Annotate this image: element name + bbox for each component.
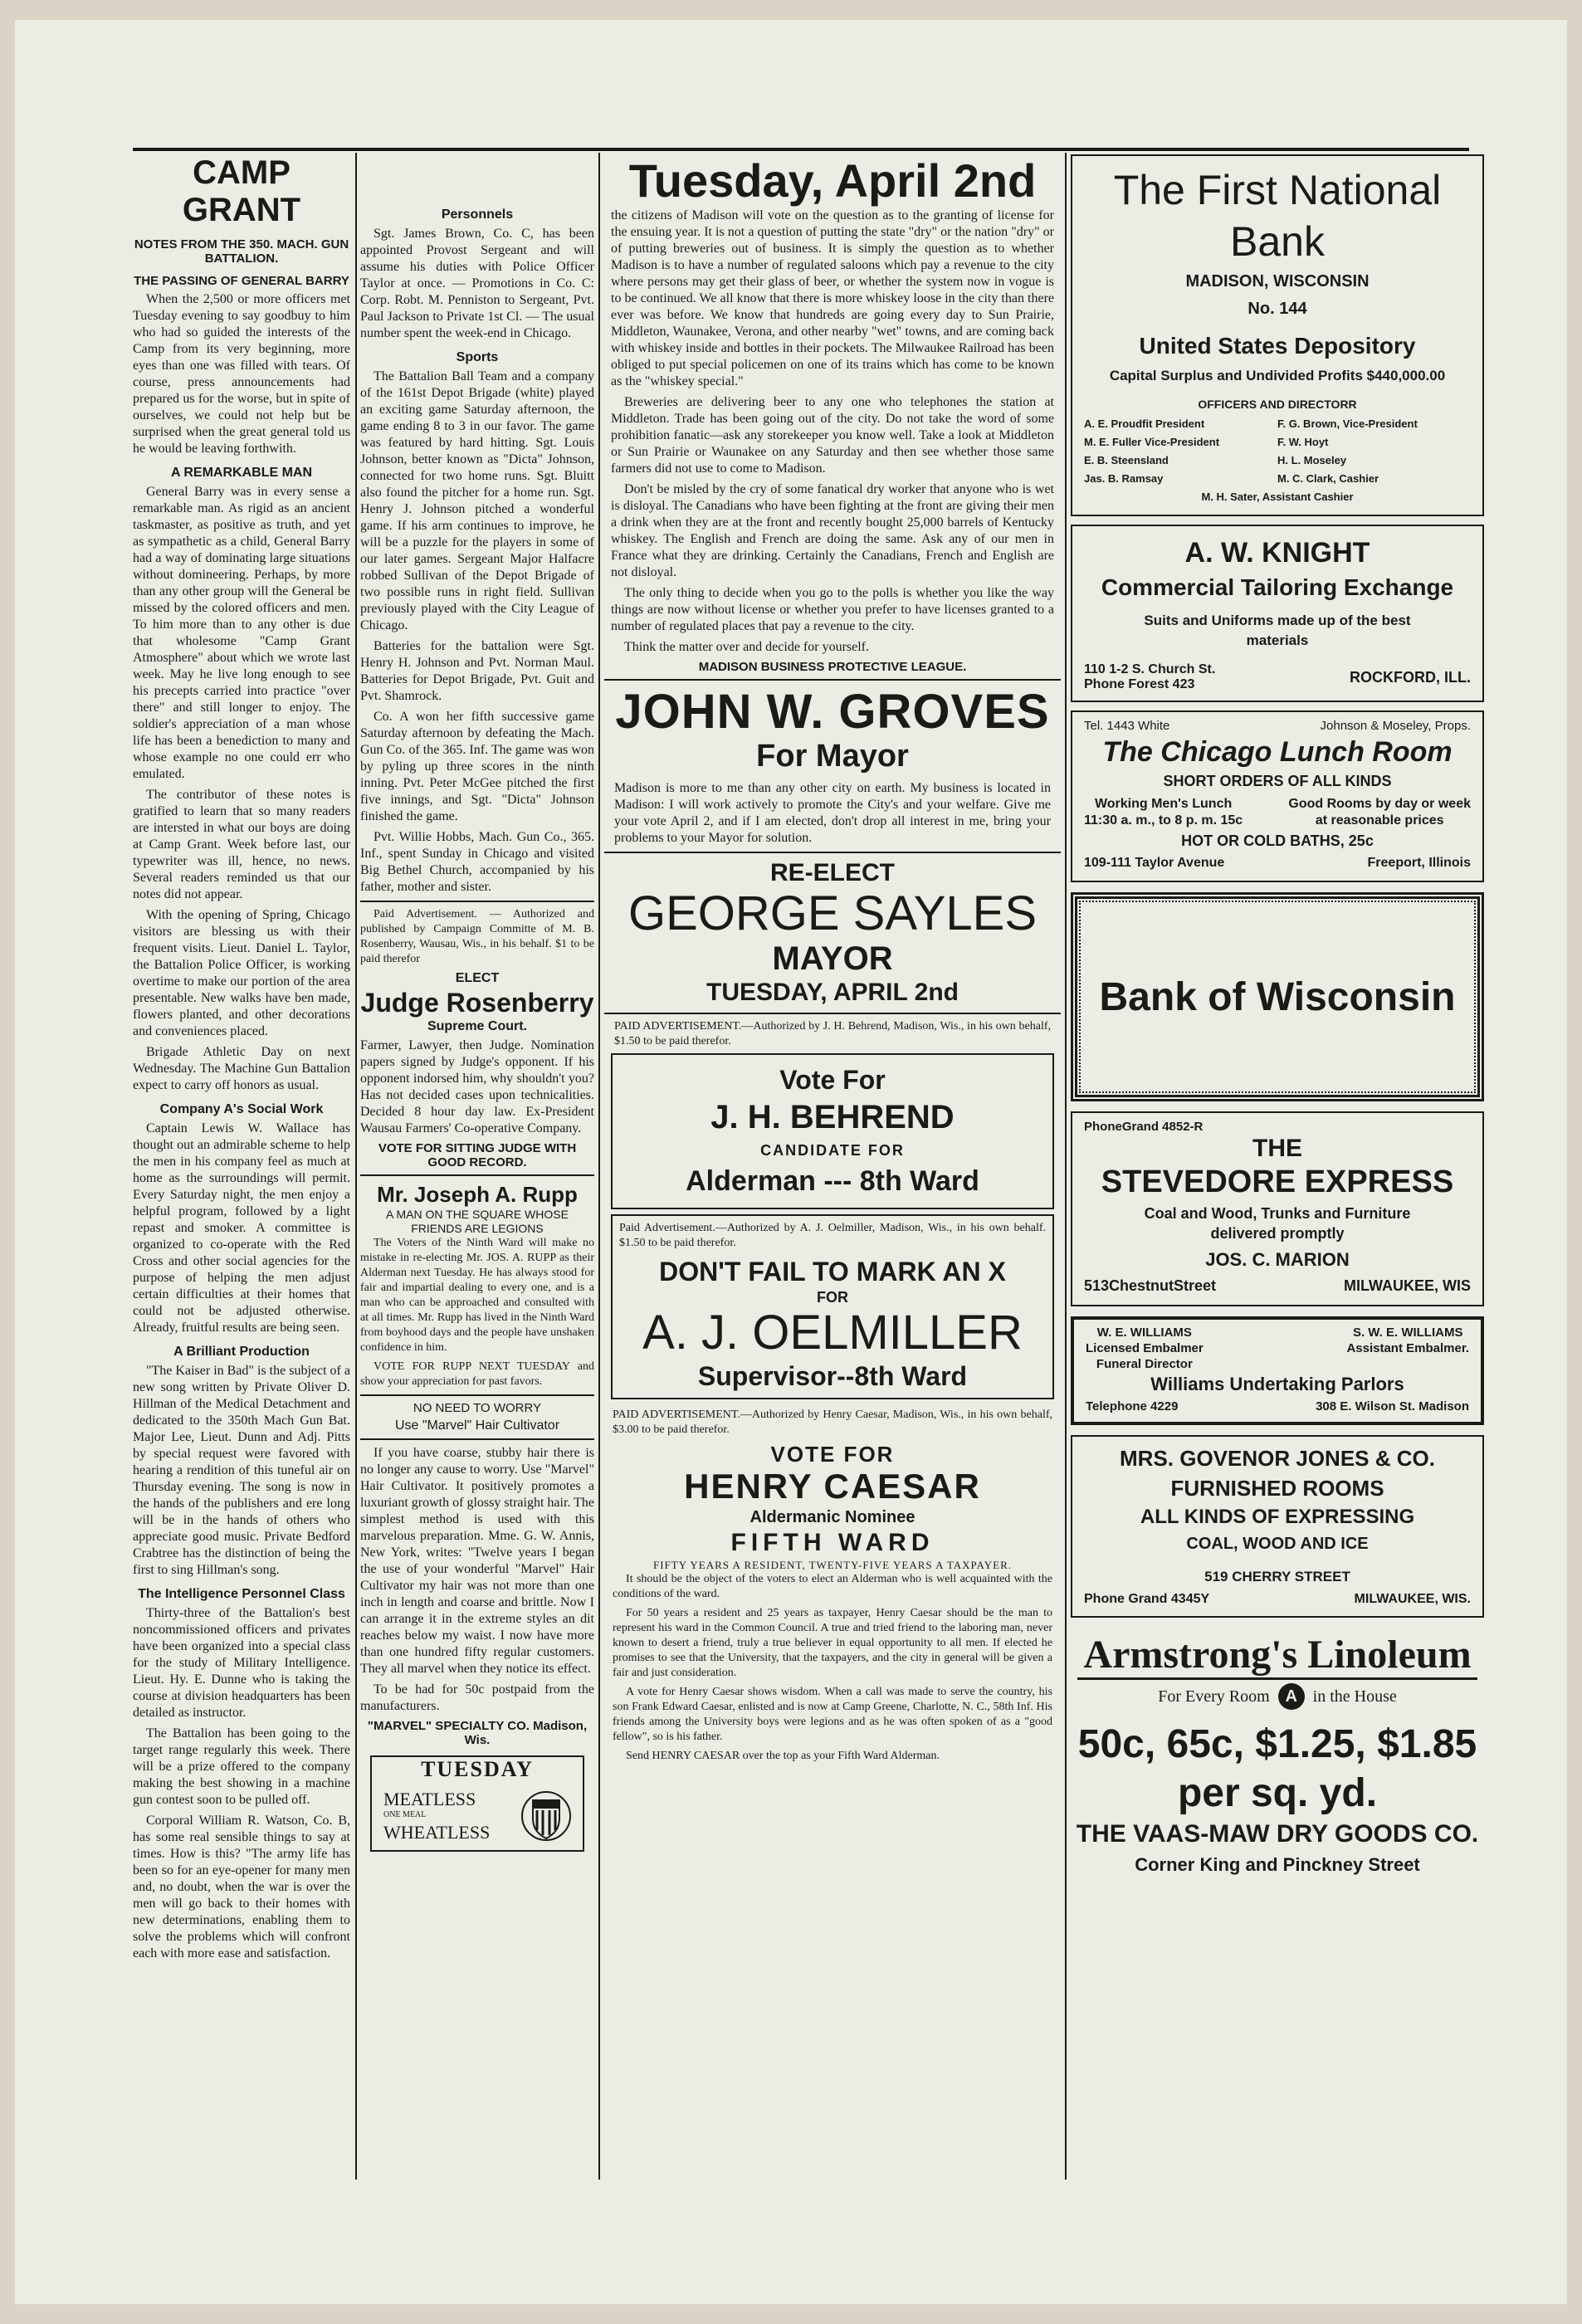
lunch-working: Working Men's Lunch — [1094, 797, 1233, 811]
lunch-short-orders: SHORT ORDERS OF ALL KINDS — [1163, 773, 1392, 789]
armstrong-prices: 50c, 65c, $1.25, $1.85 — [1077, 1722, 1477, 1766]
williams-undertaking-ad — [1071, 1316, 1484, 1425]
lunch-rooms: Good Rooms by day or week — [1288, 797, 1471, 811]
jones-city: MILWAUKEE, WIS. — [1354, 1592, 1471, 1606]
behrend-ad — [611, 1053, 1054, 1209]
bank-number: No. 144 — [1248, 300, 1307, 318]
knight-subtitle: Commercial Tailoring Exchange — [1101, 574, 1454, 600]
williams-name: Williams Undertaking Parlors — [1150, 1374, 1404, 1394]
rosenberry-court: Supreme Court. — [427, 1019, 527, 1033]
worry-heading: NO NEED TO WORRY — [413, 1401, 542, 1415]
stevedore-owner: JOS. C. MARION — [1205, 1249, 1350, 1270]
caesar-name: HENRY CAESAR — [684, 1467, 981, 1506]
article-paragraph: The contributor of these notes is gratified to learn that so many readers are intersted in what our boys are doing at Camp Grant. Week before last, our typewriter was ill, hence, no news. Several readers reminded us that our notes did not appear. — [133, 788, 350, 901]
worry-subheading: Use "Marvel" Hair Cultivator — [394, 1418, 560, 1433]
rosenberry-authorization: Paid Advertisement. — Authorized and published by Campaign Committe of M. B. Rosenberry, Wausau, Wis., in his behalf. $1 to be paid therefor — [360, 908, 594, 965]
rupp-subtitle: A MAN ON THE SQUARE WHOSE FRIENDS ARE LEGIONS — [386, 1208, 569, 1235]
one-meal-label: ONE MEAL — [383, 1810, 427, 1819]
bank-officers-list — [1084, 415, 1471, 488]
bank-officers-heading: OFFICERS AND DIRECTORR — [1198, 398, 1357, 411]
williams-address: 308 E. Wilson St. Madison — [1316, 1399, 1469, 1413]
groves-office: For Mayor — [756, 739, 909, 774]
caesar-ward: FIFTH WARD — [730, 1529, 935, 1556]
caesar-paragraph: Send HENRY CAESAR over the top as your Fifth Ward Alderman. — [626, 1750, 940, 1762]
armstrong-linoleum-ad — [1071, 1633, 1484, 1879]
williams-right-name: S. W. E. WILLIAMS — [1352, 1326, 1463, 1340]
oelmiller-name: A. J. OELMILLER — [642, 1306, 1023, 1360]
first-national-bank-ad — [1071, 154, 1484, 516]
behrend-name: J. H. BEHREND — [710, 1099, 955, 1135]
bank-depository: United States Depository — [1139, 333, 1416, 359]
article-paragraph: Co. A won her fifth successive game Saturday afternoon by defeating the Mach. Gun Co. of the 365. Inf. The game was won by pyling up three scores in the ninth inning. Pvt. Peter McGee pitched the first five innings, and Sgt. "Dicta" Johnson finished the game. — [360, 710, 594, 823]
caesar-nominee: Aldermanic Nominee — [749, 1508, 916, 1526]
top-rule — [133, 148, 1469, 151]
knight-address: 110 1-2 S. Church St. — [1084, 662, 1216, 676]
remarkable-heading: A REMARKABLE MAN — [170, 466, 313, 480]
caesar-ad — [604, 1404, 1061, 1771]
column-ads-right — [1071, 154, 1484, 2180]
intelligence-heading: The Intelligence Personnel Class — [138, 1587, 345, 1601]
williams-left-director: Funeral Director — [1096, 1357, 1193, 1371]
bank-officer: F. G. Brown, Vice-President — [1277, 417, 1418, 430]
shield-icon — [521, 1789, 571, 1843]
armstrong-name: Armstrong's Linoleum — [1083, 1633, 1472, 1677]
sayles-name: GEORGE SAYLES — [627, 886, 1038, 940]
oelmiller-authorization: Paid Advertisement.—Authorized by A. J. Oelmiller, Madison, Wis., in his own behalf. $1.50 to be paid therefor. — [619, 1222, 1046, 1249]
bank-officer-row — [1084, 452, 1471, 470]
jones-express-ad — [1071, 1435, 1484, 1618]
lunch-prices: at reasonable prices — [1315, 813, 1444, 828]
jones-name: MRS. GOVENOR JONES & CO. — [1120, 1446, 1435, 1471]
armstrong-corner: Corner King and Pinckney Street — [1135, 1854, 1420, 1875]
tuesday-label: TUESDAY — [421, 1757, 534, 1781]
bank-officer: Jas. B. Ramsay — [1084, 472, 1164, 485]
article-paragraph: Corporal William R. Watson, Co. B, has some real sensible things to say at times. How is this? "The army life has been so for an eye-opener for many men and, no doubt, when the war is over the men will go back to their homes with new determinations, enabling them to solve the problems which will confront each with more ease and satisfaction. — [133, 1814, 350, 1960]
article-paragraph: Pvt. Willie Hobbs, Mach. Gun Co., 365. Inf., spent Sunday in Chicago and visited Big Bethel Church, accompanied by his father, mother and sister. — [360, 830, 594, 894]
groves-body: Madison is more to me than any other city on earth. My business is located in Madison: I will work actively to promote the City's and your welfare. Give me your vote April 2, and if I am elected, don't drop all interest in me, bring your problems to your Mayor for solution. — [614, 781, 1051, 845]
license-paragraph: Don't be misled by the cry of some fanatical dry worker that anyone who is wet is disloyal. The Canadians who have been fighting at the front are giving their men a drink when they are at the front and recently bought 25,000 barrels of Kentucky whiskey. The English and French are doing the same. Ask any of our men in France what they are drinking. Certainly the Canadians, French and English are not disloyal. — [611, 482, 1054, 579]
rosenberry-vote: VOTE FOR SITTING JUDGE WITH GOOD RECORD. — [378, 1141, 577, 1169]
article-paragraph: The Battalion has been going to the target range regularly this week. There will be a prize offered to the company making the best showing in a machine gun contest soon to be pulled off. — [133, 1726, 350, 1807]
lunch-telephone: Tel. 1443 White — [1084, 719, 1170, 733]
bank-officer: F. W. Hoyt — [1277, 436, 1329, 448]
article-paragraph: With the opening of Spring, Chicago visitors are blessing us with their frequent visits. Lieut. Daniel L. Taylor, the Battalion Police Officer, is working overtime to make our portion of the area presentable. New walks have ben made, flowers planted, and other decorations and conveniences placed. — [133, 908, 350, 1038]
behrend-authorization: PAID ADVERTISEMENT.—Authorized by J. H. Behrend, Madison, Wis., in his own behalf, $1.50 to be paid therefor. — [614, 1020, 1051, 1047]
league-signature: MADISON BUSINESS PROTECTIVE LEAGUE. — [698, 660, 967, 674]
worry-price: To be had for 50c postpaid from the manufacturers. — [360, 1682, 594, 1713]
oelmiller-office: Supervisor--8th Ward — [697, 1361, 968, 1391]
worry-company: "MARVEL" SPECIALTY CO. Madison, Wis. — [367, 1719, 588, 1747]
bank-name: The First National Bank — [1113, 167, 1442, 265]
article-paragraph: Sgt. James Brown, Co. C, has been appointed Provost Sergeant and will assume his duties with Police Officer Taylor at once. — Promotions in Co. C: Corp. Robt. M. Penniston to Sergeant, Pvt. Paul Jackson to Private 1st Cl. — The usual number spent the week-end in Chicago. — [360, 227, 594, 340]
williams-phone: Telephone 4229 — [1086, 1399, 1179, 1413]
meatless-wheatless-box — [370, 1755, 584, 1852]
license-paragraph: The only thing to decide when you go to the polls is whether you like the way things are now without license or whether you prefer to have licenses granted to a number of regulated places that pay a revenue to the city. — [611, 586, 1054, 633]
passing-heading: THE PASSING OF GENERAL BARRY — [134, 274, 349, 288]
lunch-address: 109-111 Taylor Avenue — [1084, 856, 1225, 870]
column-camp-grant — [133, 154, 350, 2180]
stevedore-address: 513ChestnutStreet — [1084, 1277, 1217, 1294]
armstrong-every-room: For Every Room — [1158, 1687, 1270, 1706]
production-heading: A Brilliant Production — [173, 1345, 310, 1359]
article-paragraph: "The Kaiser in Bad" is the subject of a new song written by Private Oliver D. Hillman of the Medical Detachment and dedicated to the 350th Mach Gun Bat. Major Lee, Lieut. Dunn and Adj. Pitts by special request were favored with hearing a rendition of this tuneful air on Thursday evening. The song is now in the hands of the publishers and ere long will be in the hands of others who appreciate good music. Private Bedford Crabtree has the distinction of being the first to sing Hillman's song. — [133, 1364, 350, 1577]
knight-ad — [1071, 525, 1484, 702]
sayles-office: MAYOR — [772, 940, 893, 977]
article-paragraph: Brigade Athletic Day on next Wednesday. The Machine Gun Battalion expect to carry off honors as usual. — [133, 1045, 350, 1092]
bank-officer: M. C. Clark, Cashier — [1277, 472, 1379, 485]
jones-phone: Phone Grand 4345Y — [1084, 1592, 1210, 1606]
bank-officer: H. L. Moseley — [1277, 454, 1347, 466]
rupp-vote: VOTE FOR RUPP NEXT TUESDAY and show your appreciation for past favors. — [360, 1360, 594, 1388]
notes-heading: NOTES FROM THE 350. MACH. GUN BATTALION. — [134, 237, 349, 266]
caesar-paragraph: For 50 years a resident and 25 years as taxpayer, Henry Caesar should be the man to represent his ward in the Common Council. A true and tried friend to the laboring man, never known to desert a friend, truly a true believer in equal opportunity to all men. If elected he promises to see that the University, that the taxpayers, and the city in general will be given a fair and just consideration. — [613, 1607, 1052, 1679]
knight-city: ROCKFORD, ILL. — [1350, 668, 1471, 686]
article-paragraph: When the 2,500 or more officers met Tuesday evening to say goodbuy to him who had so guided the interests of the Camp from its very beginning, more eyes than one was filled with tears. Of course, press announcements had prepared us for the worse, but in spite of ourselves, we could not help but be surprised when the great general told us he would be leaving forthwith. — [133, 292, 350, 456]
bank-of-wisconsin-ad — [1071, 892, 1484, 1101]
bank-officer: A. E. Proudfit President — [1084, 417, 1205, 430]
newspaper-page — [15, 20, 1567, 2304]
oelmiller-mark: DON'T FAIL TO MARK AN X — [659, 1257, 1006, 1286]
jones-address: 519 CHERRY STREET — [1204, 1569, 1350, 1584]
oelmiller-ad — [611, 1214, 1054, 1399]
article-paragraph: The Battalion Ball Team and a company of the 161st Depot Brigade (white) played an exciting game Saturday afternoon, the game ending 8 to 3 in our favor. The game was featured by hard hitting. Sgt. Louis Johnson, better known as "Dicta" Johnson, connected for two home runs. Sgt. Bluitt also found the pitcher for a home run. Sgt. Henry J. Johnson pitched a wonderful game. If his arm continues to improve, he will be a puzzle for the players in some of our later games. Sergeant Major Halfacre robbed Sullivan of the Depot Brigade of two possible runs in right field. Sullivan previously played with the City League of Chicago. — [360, 369, 594, 632]
license-paragraph: Breweries are delivering beer to any one who telephones the station at Middleton. Trade has been going out of the city. Do not take the word of some prohibition fanatic—ask any storekeeper you know well. Take a look at Middleton or Sun Prairie or Waunakee on any Saturday and then see whether those same farmers did not use to come to Madison. — [611, 395, 1054, 476]
sayles-date: TUESDAY, APRIL 2nd — [706, 979, 959, 1006]
column-rule-1 — [355, 153, 357, 2180]
article-paragraph: Batteries for the battalion were Sgt. Henry H. Johnson and Pvt. Norman Maul. Batteries for Depot Brigade, Pvt. Guit and Pvt. Shamrock. — [360, 639, 594, 703]
oelmiller-for: FOR — [817, 1289, 848, 1306]
bank-assistant-cashier: M. H. Sater, Assistant Cashier — [1201, 491, 1354, 503]
stevedore-city: MILWAUKEE, WIS — [1344, 1277, 1471, 1294]
knight-name: A. W. KNIGHT — [1184, 537, 1370, 569]
sayles-reelect: RE-ELECT — [770, 859, 895, 886]
stevedore-the: THE — [1252, 1135, 1302, 1162]
tuesday-headline: Tuesday, April 2nd — [628, 154, 1037, 207]
jones-coal: COAL, WOOD AND ICE — [1186, 1535, 1369, 1553]
stevedore-express-ad — [1071, 1111, 1484, 1306]
lunch-city: Freeport, Illinois — [1367, 856, 1471, 870]
jones-rooms: FURNISHED ROOMS — [1170, 1476, 1384, 1501]
rosenberry-name: Judge Rosenberry — [360, 988, 594, 1018]
lunch-name: The Chicago Lunch Room — [1102, 736, 1453, 768]
column-ads-center — [604, 154, 1061, 2180]
lunch-hours: 11:30 a. m., to 8 p. m. 15c — [1084, 813, 1243, 828]
bank-officer: M. E. Fuller Vice-President — [1084, 436, 1220, 448]
behrend-vote: Vote For — [779, 1065, 886, 1095]
camp-grant-title: CAMP GRANT — [182, 154, 301, 228]
behrend-candidate: CANDIDATE FOR — [760, 1142, 905, 1159]
caesar-authorization: PAID ADVERTISEMENT.—Authorized by Henry Caesar, Madison, Wis., in his own behalf, $3.00 to be paid therefor. — [613, 1409, 1052, 1436]
stevedore-phone: PhoneGrand 4852-R — [1084, 1120, 1204, 1134]
jones-expressing: ALL KINDS OF EXPRESSING — [1140, 1506, 1415, 1528]
williams-right-title: Assistant Embalmer. — [1346, 1341, 1469, 1355]
column-rule-2 — [598, 153, 600, 2180]
bank-officer-row — [1084, 415, 1471, 433]
armstrong-per-yard: per sq. yd. — [1177, 1771, 1378, 1815]
wheatless-label: WHEATLESS — [383, 1822, 491, 1843]
license-paragraph: Think the matter over and decide for yourself. — [624, 640, 869, 654]
rosenberry-body: Farmer, Lawyer, then Judge. Nomination papers signed by Judge's opponent. If his opponent indorsed him, why shouldn't you? Has not decided cases upon technicalities. Decided 8 hour day law. Ex-President Wausau Farmers' Co-operative Company. — [360, 1038, 594, 1135]
column-rule-3 — [1065, 153, 1067, 2180]
behrend-office: Alderman --- 8th Ward — [686, 1165, 979, 1197]
caesar-years: FIFTY YEARS A RESIDENT, TWENTY-FIVE YEARS A TAXPAYER. — [652, 1559, 1012, 1571]
column-personnels — [360, 208, 594, 2180]
stevedore-subtitle: Coal and Wood, Trunks and Furniture delivered promptly — [1144, 1205, 1411, 1242]
caesar-paragraph: It should be the object of the voters to elect an Alderman who is well acquainted with the conditions of the ward. — [613, 1573, 1052, 1600]
bank-capital: Capital Surplus and Undivided Profits $440,000.00 — [1109, 368, 1446, 383]
armstrong-in-house: in the House — [1312, 1687, 1397, 1706]
groves-name: JOHN W. GROVES — [615, 685, 1050, 739]
williams-left-name: W. E. WILLIAMS — [1096, 1326, 1192, 1340]
article-paragraph: General Barry was in every sense a remarkable man. As rigid as an ancient taskmaster, as positive as truth, and yet as sympathetic as a child, General Barry had a way of dominating large situations without domineering. Perhaps, by more than any other group will the General be missed by the colored officers and men. To him more than to any other is due that wholesome "Camp Grant Atmosphere" about which we wrote last week. May he live long enough to see his precepts carried into practice "over there" and still longer to enjoy. The soldier's appreciation of a man whose life has been a benediction to many and whose example no one could err who emulated. — [133, 485, 350, 781]
knight-suits: Suits and Uniforms made up of the best materials — [1144, 613, 1411, 648]
lunch-proprietors: Johnson & Moseley, Props. — [1320, 719, 1471, 733]
bank-officer-row — [1084, 433, 1471, 452]
stevedore-name: STEVEDORE EXPRESS — [1101, 1164, 1454, 1199]
personnels-heading: Personnels — [441, 208, 514, 222]
rupp-name: Mr. Joseph A. Rupp — [377, 1182, 578, 1207]
knight-phone: Phone Forest 423 — [1084, 677, 1195, 691]
sports-heading: Sports — [456, 350, 499, 364]
license-paragraph: the citizens of Madison will vote on the question as to the granting of license for the ensuing year. It is not a question of putting the state "dry" or the nation "dry" or of putting breweries out of business. It is simply the question as to whether Madison is to have a number of regulated saloons which pay a revenue to the city where persons may get their glass of beer, or whether the system now in vogue is to be continued. We all know that there is more whiskey loose in the city than there ever was before. We know that hundreds are going every day to Sun Prairie, Middleton, Waunakee, Verona, and other nearby "wet" towns, and are coming back with whiskey inside and bottles in their pockets. The Milwaukee Railroad has been obliged to put special policemen on one of its trains which has come to be known as the "whiskey special." — [611, 208, 1054, 388]
article-paragraph: Captain Lewis W. Wallace has thought out an admirable scheme to help the men in his company feel as much at home as the surroundings will permit. Every Saturday night, the men enjoy a helpful program, followed by a light repast and smoker. A committee is organized to co-operate with the Red Cross and other social agencies for the purpose of helping the men adjust certain difficulties at their homes that could not be adjusted otherwise. Already, fruitful results are being seen. — [133, 1121, 350, 1335]
meatless-label: MEATLESS — [383, 1789, 476, 1809]
williams-left-title: Licensed Embalmer — [1086, 1341, 1204, 1355]
caesar-vote: VOTE FOR — [770, 1442, 895, 1467]
social-heading: Company A's Social Work — [159, 1102, 324, 1116]
caesar-paragraph: A vote for Henry Caesar shows wisdom. When a call was made to serve the country, his son Frank Edward Caesar, enlisted and is now at Camp Greene, Charlotte, N. C., 58th Inf. His friends among the University boys were legions and as he was often spoken of as a "good fellow", so is his father. — [613, 1686, 1052, 1743]
worry-body: If you have coarse, stubby hair there is no longer any cause to worry. Use "Marvel" Hair Cultivator. It positively promotes a luxuriant growth of glossy straight hair. The simplest method is used with this marvelous preparation. Mme. G. W. Annis, New York, writes: "Twelve years I began the use of your wonderful "Marvel" Hair Cultivator my hair was not more than one inch in length and coarse and brittle. Now I can arrange it in the extreme styles an dit reaches below my waist. I now have more than one hundred fifty regular customers. They all marvel when they notice its effect. — [360, 1446, 594, 1676]
armstrong-store: THE VAAS-MAW DRY GOODS CO. — [1076, 1820, 1479, 1848]
lunch-baths: HOT OR COLD BATHS, 25c — [1181, 832, 1374, 849]
bank-city: MADISON, WISCONSIN — [1185, 272, 1370, 290]
article-paragraph: Thirty-three of the Battalion's best noncommissioned officers and privates have been organized into a special class for the study of Military Intelligence. Lieut. Hy. E. Dunne who is taking the course at division headquarters has been detailed as instructor. — [133, 1606, 350, 1720]
bank-officer: E. B. Steensland — [1084, 454, 1169, 466]
chicago-lunch-room-ad — [1071, 710, 1484, 882]
bank-of-wisconsin-name: Bank of Wisconsin — [1099, 974, 1456, 1019]
rupp-body: The Voters of the Ninth Ward will make no mistake in re-electing Mr. JOS. A. RUPP as their Alderman next Tuesday. He has always stood for fair and impartial dealing to every one, and is a man who can be approached and consulted with at all times. Mr. Rupp has lived in the Ninth Ward from boyhood days and the people have unshaken confidence in him. — [360, 1237, 594, 1354]
rosenberry-elect: ELECT — [455, 971, 500, 985]
bank-officer-row — [1084, 470, 1471, 488]
armstrong-logo-icon: A — [1278, 1683, 1305, 1710]
